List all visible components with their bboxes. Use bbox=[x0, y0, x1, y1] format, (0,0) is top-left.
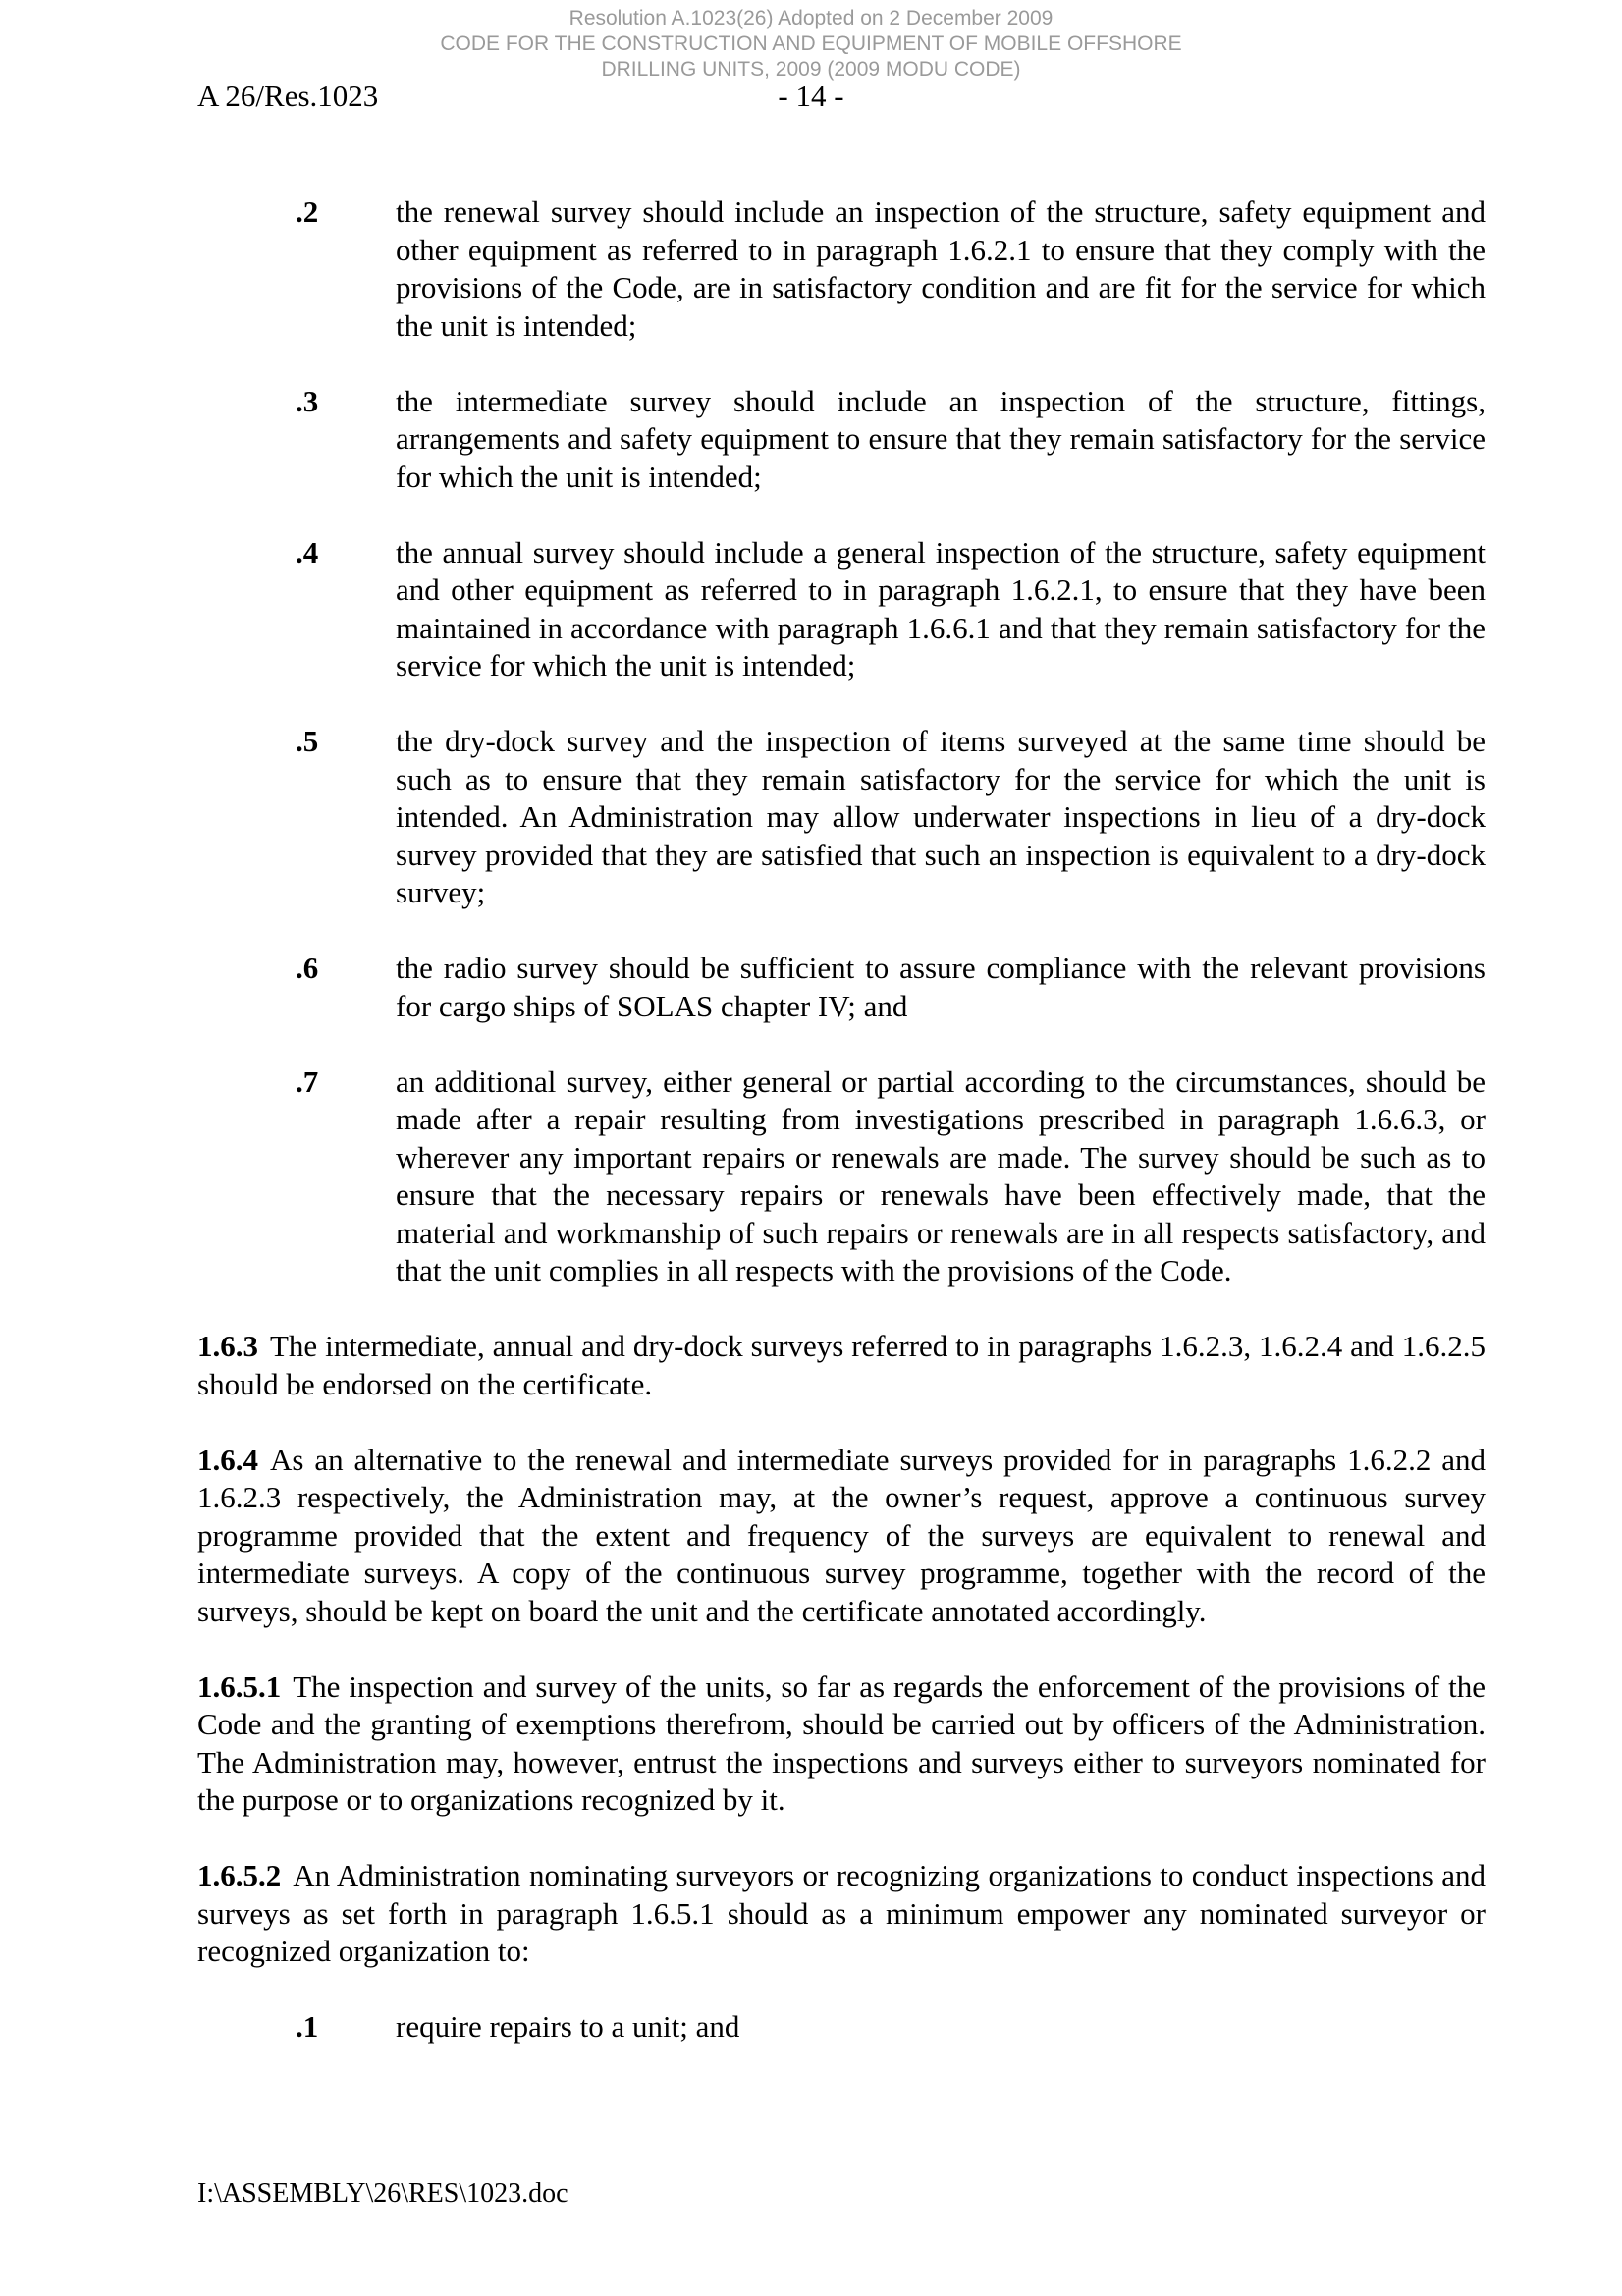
paragraph-1-6-5-1 bbox=[197, 1668, 1486, 1820]
watermark-line-2: CODE FOR THE CONSTRUCTION AND EQUIPMENT OF MOBILE OFFSHORE bbox=[440, 32, 1182, 55]
list-item-number: .1 bbox=[296, 2009, 319, 2044]
paragraph-number: 1.6.3 bbox=[197, 1329, 258, 1363]
list-item-text: the dry-dock survey and the inspection of items surveyed at the same time should be such as to ensure that they remain satisfactory for the service for which the unit is intended. An Administration may allow underwater inspections in lieu of a dry-dock survey provided that they are satisfied that such an inspection is equivalent to a dry-dock survey; bbox=[396, 724, 1486, 909]
list-item bbox=[197, 1064, 1486, 1290]
list-item-text: require repairs to a unit; and bbox=[396, 2009, 740, 2044]
list-item-number: .6 bbox=[296, 951, 319, 985]
paragraph-number: 1.6.5.1 bbox=[197, 1668, 282, 1704]
paragraph-text: The inspection and survey of the units, so far as regards the enforcement of the provisions of the Code and the granting of exemptions therefrom, should be carried out by officers of the Administration. The Administration may, however, entrust the inspections and surveys either to surveyors nominated for the purpose or to organizations recognized by it. bbox=[197, 1668, 1486, 1817]
watermark-line-3: DRILLING UNITS, 2009 (2009 MODU CODE) bbox=[601, 58, 1021, 81]
list-item bbox=[197, 950, 1486, 1025]
list-item-text: an additional survey, either general or partial according to the circumstances, should be made after a repair resulting from investigations prescribed in paragraph 1.6.6.3, or wherever any important repairs or renewals are made. The survey should be such as to ensure that the necessary repairs or renewals have been effectively made, that the material and workmanship of such repairs or renewals are in all respects satisfactory, and that the unit complies in all respects with the provisions of the Code. bbox=[396, 1064, 1486, 1287]
document-body bbox=[197, 193, 1486, 2084]
page-number: - 14 - bbox=[778, 79, 844, 113]
list-item bbox=[197, 383, 1486, 497]
list-item bbox=[197, 193, 1486, 345]
list-item-number: .3 bbox=[296, 383, 319, 418]
list-item-number: .5 bbox=[296, 724, 319, 758]
list-item-text: the intermediate survey should include an inspection of the structure, fittings, arrangements and safety equipment to ensure that they remain satisfactory for the service for which the unit is intended; bbox=[396, 383, 1486, 494]
paragraph-text: As an alternative to the renewal and intermediate surveys provided for in paragraphs 1.6.2.2 and 1.6.2.3 respectively, the Administration may, at the owner’s request, approve a continuous survey programme provided that the extent and frequency of the surveys are equivalent to renewal and intermediate surveys. A copy of the continuous survey programme, together with the record of the surveys, should be kept on board the unit and the certificate annotated accordingly. bbox=[197, 1442, 1486, 1628]
paragraph-number: 1.6.4 bbox=[197, 1442, 258, 1477]
paragraph-text: An Administration nominating surveyors or recognizing organizations to conduct inspections and surveys as set forth in paragraph 1.6.5.1 should as a minimum empower any nominated surveyor or recognized organization to: bbox=[197, 1858, 1486, 1968]
list-item-text: the renewal survey should include an inspection of the structure, safety equipment and other equipment as referred to in paragraph 1.6.2.1 to ensure that they comply with the provisions of the Code, are in satisfactory condition and are fit for the service for which the unit is intended; bbox=[396, 194, 1486, 343]
list-item-text: the radio survey should be sufficient to assure compliance with the relevant provisions for cargo ships of SOLAS chapter IV; and bbox=[396, 951, 1486, 1023]
watermark-line-1: Resolution A.1023(26) Adopted on 2 December 2009 bbox=[568, 7, 1054, 29]
list-item-number: .2 bbox=[296, 194, 319, 229]
paragraph-number: 1.6.5.2 bbox=[197, 1858, 282, 1892]
list-item-number: .7 bbox=[296, 1064, 319, 1099]
paragraph-1-6-3 bbox=[197, 1328, 1486, 1403]
file-path-footer: I:\ASSEMBLY\26\RES\1023.doc bbox=[197, 2178, 568, 2209]
paragraph-text: The intermediate, annual and dry-dock surveys referred to in paragraphs 1.6.2.3, 1.6.2.4 and 1.6.2.5 should be endorsed on the certificate. bbox=[197, 1329, 1486, 1401]
list-item bbox=[197, 723, 1486, 912]
list-item bbox=[197, 534, 1486, 685]
list-item-text: the annual survey should include a general inspection of the structure, safety equipment and other equipment as referred to in paragraph 1.6.2.1, to ensure that they have been maintained in accordance with paragraph 1.6.6.1 and that they remain satisfactory for the service for which the unit is intended; bbox=[396, 534, 1486, 683]
paragraph-1-6-4 bbox=[197, 1442, 1486, 1631]
document-reference: A 26/Res.1023 bbox=[197, 79, 379, 113]
watermark bbox=[0, 6, 1622, 82]
list-item bbox=[197, 2008, 1486, 2047]
paragraph-1-6-5-2 bbox=[197, 1857, 1486, 1971]
list-item-number: .4 bbox=[296, 534, 319, 570]
